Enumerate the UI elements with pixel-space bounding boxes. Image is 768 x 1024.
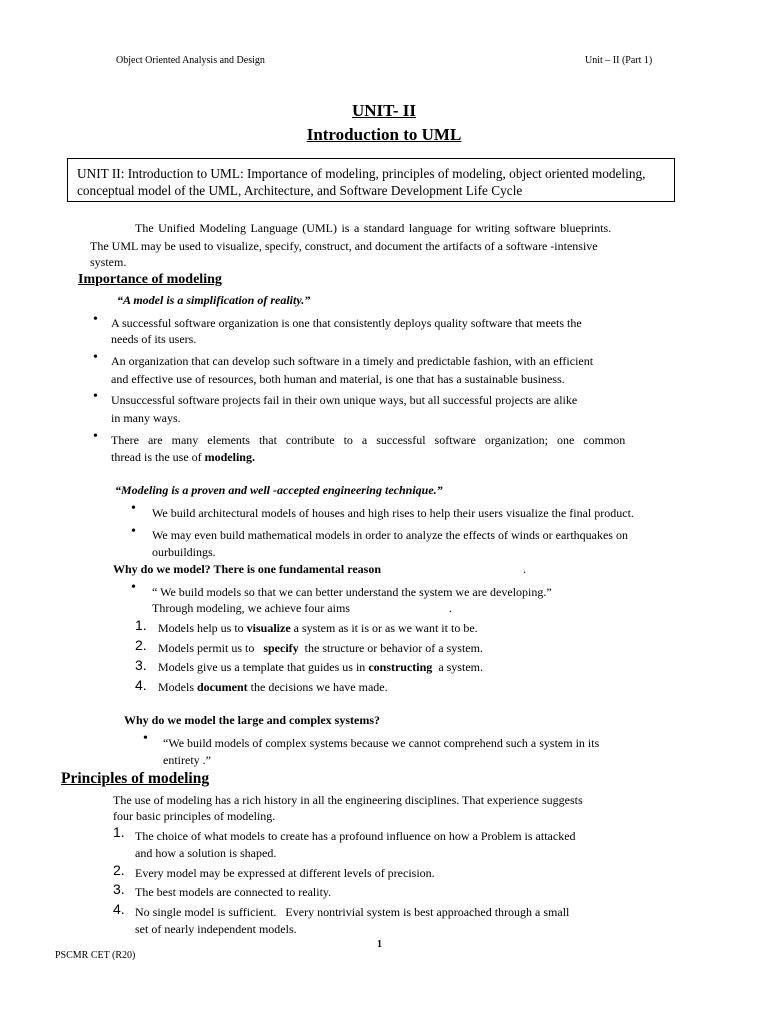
bullet-line: A successful software organization is one that consistently deploys quality software that meets the (111, 316, 582, 330)
bullet-line: Unsuccessful software projects fail in their own unique ways, but all successful projects are alike (111, 393, 578, 407)
bullet-line: An organization that can develop such software in a timely and predictable fashion, with an efficient (111, 354, 594, 368)
bullet-line: entirety .” (163, 753, 211, 767)
aim-item: Models give us a template that guides us in constructing a system. (158, 660, 483, 674)
bullet-line: There are many elements that contribute to a successful software organization; one common (111, 433, 626, 447)
list-number: 3. (135, 657, 147, 673)
bullet-icon: • (93, 350, 98, 365)
dot-mark: . (523, 562, 526, 576)
bullet-line: Through modeling, we achieve four aims (152, 601, 350, 615)
intro-line: system. (90, 255, 127, 269)
bullet-line: and effective use of resources, both human and material, is one that has a sustainable business. (111, 372, 565, 386)
header-unit-label: Unit – II (Part 1) (585, 55, 653, 66)
list-number: 3. (113, 881, 125, 897)
bullet-line: ourbuildings. (152, 545, 216, 559)
bullet-icon: • (93, 312, 98, 327)
principle-line: Every model may be expressed at different levels of precision. (135, 866, 435, 880)
principles-intro-line: The use of modeling has a rich history in all the engineering disciplines. That experience suggests (113, 793, 583, 807)
bullet-line: in many ways. (111, 411, 181, 425)
aim-item: Models document the decisions we have made. (158, 680, 388, 694)
bullet-line: We build architectural models of houses and high rises to help their users visualize the final product. (152, 506, 634, 520)
list-number: 1. (135, 617, 147, 633)
section-heading-principles: Principles of modeling (61, 770, 210, 787)
why-model-heading: Why do we model? There is one fundamental reason (113, 562, 382, 576)
principle-line: No single model is sufficient. Every nontrivial system is best approached through a small (135, 905, 570, 919)
intro-line: The Unified Modeling Language (UML) is a standard language for writing software blueprints. (135, 221, 612, 235)
page-title: UNIT- II (351, 101, 417, 120)
bullet-line: “We build models of complex systems because we cannot comprehend such a system in its (163, 736, 600, 750)
dot-mark: . (449, 601, 452, 615)
syllabus-line: conceptual model of the UML, Architecture, and Software Development Life Cycle (77, 183, 523, 198)
quote-modeling: “Modeling is a proven and well -accepted engineering technique.” (115, 483, 443, 497)
quote-model: “A model is a simplification of reality.” (117, 293, 311, 307)
principle-line: The choice of what models to create has a profound influence on how a Problem is attacked (135, 829, 576, 843)
bullet-icon: • (131, 580, 136, 595)
bullet-icon: • (143, 731, 148, 746)
list-number: 2. (135, 637, 147, 653)
syllabus-box (67, 158, 675, 202)
list-number: 1. (113, 824, 125, 840)
list-number: 2. (113, 862, 125, 878)
list-number: 4. (113, 901, 125, 917)
section-heading-importance: Importance of modeling (78, 272, 222, 287)
aim-item: Models help us to visualize a system as it is or as we want it to be. (158, 621, 478, 635)
bullet-icon: • (131, 501, 136, 516)
intro-line: The UML may be used to visualize, specify, construct, and document the artifacts of a software -intensive (90, 239, 598, 253)
header-course-title: Object Oriented Analysis and Design (116, 55, 265, 66)
bullet-line: needs of its users. (111, 332, 197, 346)
list-number: 4. (135, 677, 147, 693)
bullet-icon: • (131, 524, 136, 539)
principle-line: and how a solution is shaped. (135, 846, 277, 860)
page-subtitle: Introduction to UML (306, 125, 462, 144)
principles-intro-line: four basic principles of modeling. (113, 809, 276, 823)
bullet-line: “ We build models so that we can better understand the system we are developing.” (152, 585, 552, 599)
bullet-icon: • (93, 429, 98, 444)
bullet-line: thread is the use of modeling. (111, 450, 255, 464)
syllabus-line: UNIT II: Introduction to UML: Importance of modeling, principles of modeling, object oriented modeling, (77, 166, 646, 181)
aim-item: Models permit us to specify the structure or behavior of a system. (158, 641, 483, 655)
bullet-line: We may even build mathematical models in order to analyze the effects of winds or earthquakes on (152, 528, 628, 542)
page-number: 1 (377, 939, 382, 950)
principle-line: set of nearly independent models. (135, 922, 297, 936)
bullet-icon: • (93, 389, 98, 404)
why-complex-heading: Why do we model the large and complex systems? (124, 713, 380, 727)
footer-college: PSCMR CET (R20) (55, 950, 136, 961)
principle-line: The best models are connected to reality. (135, 885, 332, 899)
